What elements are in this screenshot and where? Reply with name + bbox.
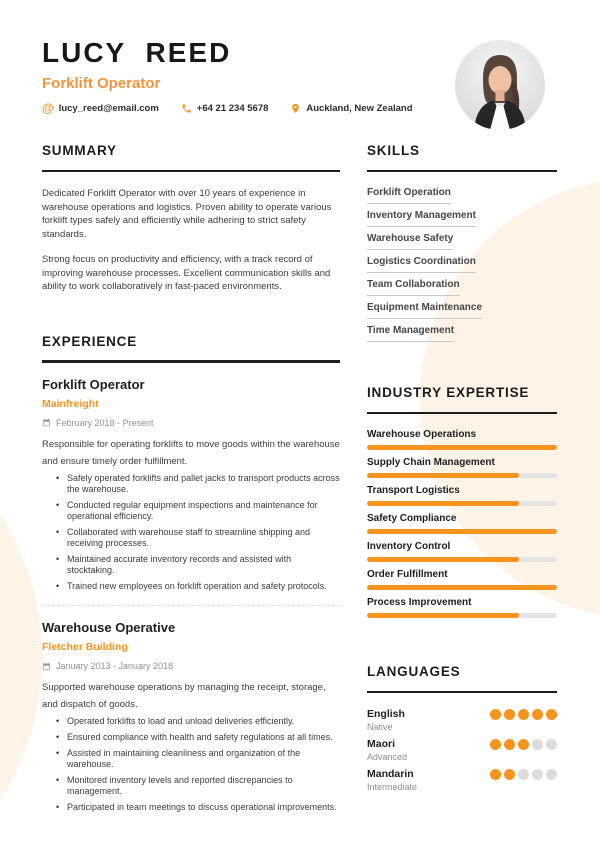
- expertise-item: [367, 569, 557, 590]
- job-bullets: [42, 716, 340, 813]
- language-name: Mandarin: [367, 768, 414, 780]
- job-entry: [42, 621, 340, 813]
- language-info: [367, 708, 405, 732]
- expertise-item: [367, 429, 557, 450]
- skill-item: Forklift Operation: [367, 187, 451, 204]
- main-column: [42, 144, 340, 850]
- bullet-item: • Collaborated with warehouse staff to streamline shipping and receiving processes.: [56, 527, 340, 549]
- language-name: English: [367, 708, 405, 720]
- expertise-label: Transport Logistics: [367, 485, 460, 496]
- language-rating: [490, 708, 557, 720]
- progress-track: [367, 501, 557, 506]
- language-info: [367, 768, 417, 792]
- section-rule: [42, 360, 340, 363]
- progress-track: [367, 473, 557, 478]
- language-row: [367, 708, 557, 732]
- date-range: [42, 418, 340, 428]
- skills-heading: SKILLS: [367, 143, 420, 158]
- language-level: Intermediate: [367, 782, 418, 792]
- section-rule: [367, 412, 557, 415]
- contact-email-text: lucy_reed@email.com: [58, 102, 159, 114]
- experience-section: [42, 335, 340, 814]
- profile-photo: [455, 40, 545, 130]
- progress-fill: [367, 501, 519, 506]
- rating-dot: [490, 769, 501, 780]
- language-rating: [490, 768, 557, 780]
- expertise-label: Safety Compliance: [367, 513, 457, 524]
- skill-item: Team Collaboration: [367, 279, 460, 296]
- bullet-item: • Operated forklifts to load and unload deliveries efficiently.: [56, 716, 340, 727]
- summary-heading: SUMMARY: [42, 143, 117, 158]
- expertise-item: [367, 541, 557, 562]
- skill-item: Logistics Coordination: [367, 256, 476, 273]
- progress-track: [367, 585, 557, 590]
- bullet-item: • Monitored inventory levels and reported discrepancies to management.: [56, 775, 340, 797]
- company-name: Mainfreight: [42, 397, 99, 410]
- bullet-item: • Conducted regular equipment inspections and maintenance for operational efficiency.: [56, 500, 340, 522]
- bullet-item: • Maintained accurate inventory records and assisted with stocktaking.: [56, 554, 340, 576]
- rating-dot: [490, 739, 501, 750]
- job-title: Forklift Operator: [42, 376, 145, 392]
- expertise-item: [367, 597, 557, 618]
- date-text: January 2013 - January 2018: [56, 661, 174, 672]
- rating-dot: [546, 709, 557, 720]
- rating-dot: [490, 709, 501, 720]
- progress-fill: [367, 445, 557, 450]
- side-column: [367, 144, 557, 833]
- progress-track: [367, 445, 557, 450]
- bullet-item: • Safely operated forklifts and pallet jacks to transport products across the warehouse.: [56, 473, 340, 495]
- job-bullets: [42, 473, 340, 592]
- location-icon: [290, 103, 301, 114]
- job-divider: [42, 605, 340, 606]
- contact-location: [290, 103, 412, 114]
- job-entry: [42, 378, 340, 592]
- language-rating: [490, 738, 557, 750]
- rating-dot: [518, 769, 529, 780]
- progress-fill: [367, 473, 519, 478]
- expertise-label: Order Fulfillment: [367, 569, 448, 580]
- progress-fill: [367, 529, 557, 534]
- language-info: [367, 738, 407, 762]
- expertise-section: [367, 386, 557, 618]
- contact-location-text: Auckland, New Zealand: [306, 102, 413, 114]
- language-row: [367, 768, 557, 792]
- rating-dot: [546, 739, 557, 750]
- progress-track: [367, 557, 557, 562]
- bullet-item: • Ensured compliance with health and safety regulations at all times.: [56, 732, 340, 743]
- section-rule: [367, 170, 557, 173]
- progress-fill: [367, 557, 519, 562]
- summary-section: [42, 144, 340, 294]
- progress-track: [367, 529, 557, 534]
- rating-dot: [532, 769, 543, 780]
- language-level: Native: [367, 722, 393, 732]
- progress-fill: [367, 585, 557, 590]
- company-name: Fletcher Building: [42, 641, 128, 654]
- languages-section: [367, 665, 557, 792]
- rating-dot: [504, 769, 515, 780]
- person-name: LUCY REED: [42, 37, 232, 68]
- skill-item: Warehouse Safety: [367, 233, 453, 250]
- expertise-heading: INDUSTRY EXPERTISE: [367, 385, 530, 400]
- skill-item: Inventory Management: [367, 210, 476, 227]
- header: [42, 38, 413, 114]
- rating-dot: [504, 739, 515, 750]
- date-text: February 2018 - Present: [56, 417, 154, 428]
- avatar-illustration: [455, 40, 545, 130]
- section-rule: [367, 691, 557, 694]
- expertise-label: Inventory Control: [367, 541, 451, 552]
- contact-row: [42, 102, 413, 114]
- rating-dot: [546, 769, 557, 780]
- skill-item: Time Management: [367, 325, 454, 342]
- contact-phone-text: +64 21 234 5678: [196, 102, 269, 114]
- expertise-item: [367, 485, 557, 506]
- language-level: Advanced: [367, 752, 408, 762]
- bullet-item: • Assisted in maintaining cleanliness and organization of the warehouse.: [56, 748, 340, 770]
- contact-phone: [181, 103, 269, 114]
- date-range: [42, 661, 340, 671]
- skills-section: [367, 144, 557, 342]
- calendar-icon: [42, 662, 51, 671]
- expertise-item: [367, 513, 557, 534]
- phone-icon: [181, 103, 192, 114]
- summary-paragraph: Strong focus on productivity and efficiency, with a track record of improving warehouse processes. Excellent communication skills and ability to work collaboratively in fast-paced environments.: [42, 254, 331, 292]
- contact-email: [42, 102, 159, 114]
- person-title: Forklift Operator: [42, 75, 161, 93]
- skill-item: Equipment Maintenance: [367, 302, 482, 319]
- language-row: [367, 738, 557, 762]
- job-title: Warehouse Operative: [42, 619, 176, 635]
- experience-heading: EXPERIENCE: [42, 333, 138, 349]
- expertise-label: Supply Chain Management: [367, 457, 495, 468]
- summary-paragraph: Dedicated Forklift Operator with over 10 years of experience in warehouse operations and logistics. Proven ability to operate various forklift types safely and efficiently while adhering to strict safety standards.: [42, 188, 332, 240]
- language-name: Maori: [367, 738, 396, 750]
- job-description: Supported warehouse operations by managing the receipt, storage, and dispatch of goods.: [42, 682, 326, 711]
- expertise-label: Process Improvement: [367, 597, 472, 608]
- rating-dot: [532, 739, 543, 750]
- expertise-item: [367, 457, 557, 478]
- job-description: Responsible for operating forklifts to move goods within the warehouse and ensure timely order fulfillment.: [42, 438, 340, 467]
- background-blob-left: [0, 392, 42, 850]
- section-rule: [42, 170, 340, 173]
- bullet-item: • Participated in team meetings to discuss operational improvements.: [56, 802, 340, 813]
- expertise-label: Warehouse Operations: [367, 429, 477, 440]
- bullet-item: • Trained new employees on forklift operation and safety protocols.: [56, 581, 340, 592]
- progress-fill: [367, 613, 519, 618]
- languages-heading: LANGUAGES: [367, 664, 461, 679]
- email-icon: @: [42, 101, 54, 116]
- rating-dot: [532, 709, 543, 720]
- rating-dot: [518, 739, 529, 750]
- calendar-icon: [42, 418, 51, 427]
- progress-track: [367, 613, 557, 618]
- rating-dot: [504, 709, 515, 720]
- rating-dot: [518, 709, 529, 720]
